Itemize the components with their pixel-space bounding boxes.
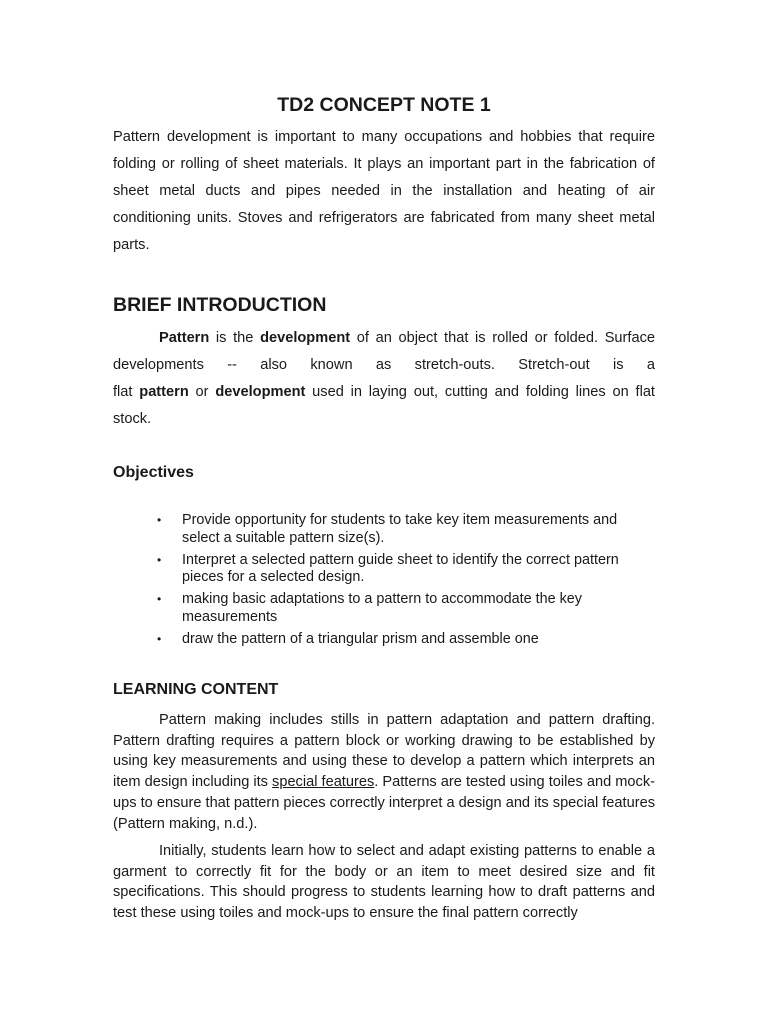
objective-item: • making basic adaptations to a pattern to accommodate the key measurements [157,591,582,625]
brief-line-4: stock. [113,411,152,427]
learning-paragraph-2: Initially, students learn how to select and adapt existing patterns to enable a garment to correctly fit for the body or an item to meet desired size and fit specifications. This should progress to students learning how to draft patterns and test these using toiles and mock-ups to ensure the final pattern correctly [113,843,655,922]
bullet-icon: • [157,552,162,567]
intro-paragraph: Pattern development is important to many occupations and hobbies that require folding or rolling of sheet materials. It plays an important part in the fabrication of sheet metal ducts and pipes needed in the installation and heating of air conditioning units. Stoves and refrigerators are fabricated from many sheet metal parts. [113,129,655,253]
objective-item: • Provide opportunity for students to take key item measurements and select a suitable pattern size(s). [157,512,618,546]
learning-paragraph-1: Pattern making includes stills in pattern adaptation and pattern drafting. Pattern drafting requires a pattern block or working drawing to be established by using key measurements and using these to develop a pattern which interprets an item design including its special features. Patterns are tested using toiles and mock-ups to ensure that pattern pieces correctly interpret a design and its special features (Pattern making, n.d.). [113,712,655,832]
bullet-icon: • [157,592,162,606]
bullet-icon: • [157,631,162,646]
brief-line-3: flat pattern or development used in laying out, cutting and folding lines on flat [113,384,655,400]
learning-content-heading: LEARNING CONTENT [113,681,279,698]
bullet-icon: • [157,513,162,527]
brief-line-2: developments -- also known as stretch-outs. Stretch-out is a [113,357,655,373]
brief-introduction-heading: BRIEF INTRODUCTION [113,294,327,316]
document-title: TD2 CONCEPT NOTE 1 [277,94,491,116]
brief-line-1: Pattern is the development of an object that is rolled or folded. Surface [159,330,655,346]
term-pattern: Pattern [159,330,210,346]
term-development: development [215,384,306,400]
special-features-link-text: special features [272,774,375,791]
objectives-list [113,512,655,653]
term-development: development [260,330,351,346]
objective-item: • draw the pattern of a triangular prism and assemble one [157,630,539,647]
brief-introduction-paragraph [113,325,655,433]
objective-item: • Interpret a selected pattern guide sheet to identify the correct pattern pieces for a selected design. [157,551,619,585]
term-pattern: pattern [139,384,189,400]
objectives-heading: Objectives [113,464,194,481]
